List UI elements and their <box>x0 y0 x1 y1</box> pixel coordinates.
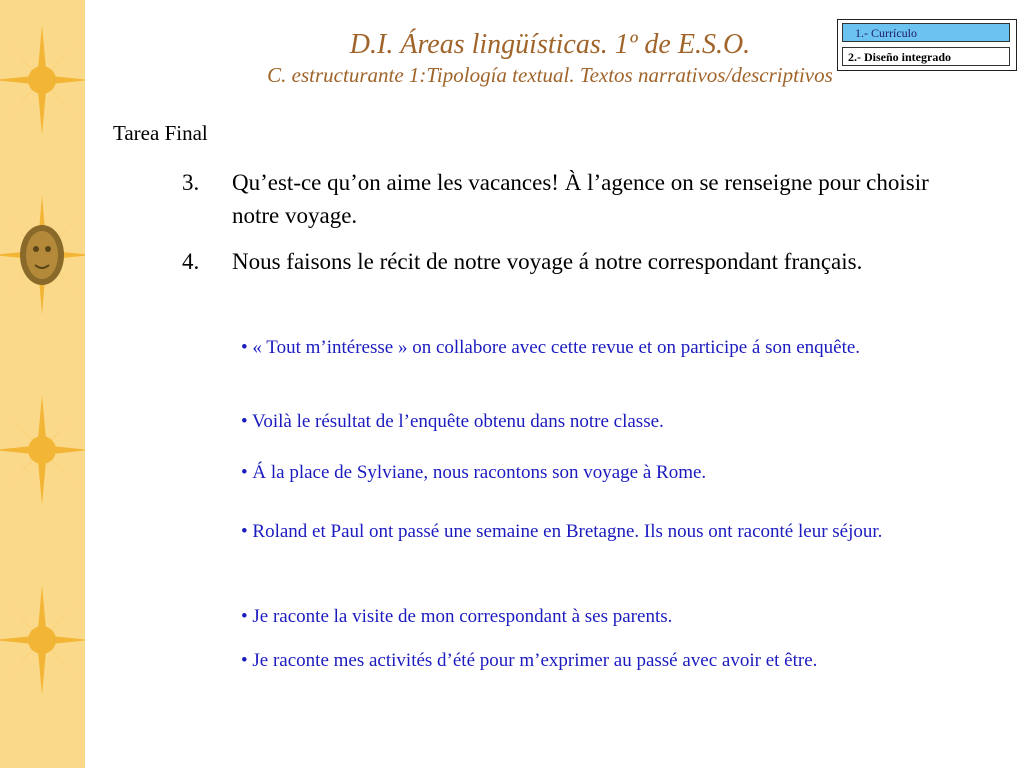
activity-item: • Je raconte mes activités d’été pour m’exprimer au passé avec avoir et être. <box>241 650 818 671</box>
sun-icon <box>0 25 85 135</box>
sun-pattern <box>0 0 85 768</box>
nav-link-curriculo[interactable]: 1.- Currículo <box>842 23 1010 42</box>
task-item <box>182 245 962 315</box>
page-title: D.I. Áreas lingüísticas. 1º de E.S.O. <box>349 29 751 60</box>
activity-item: • Á la place de Sylviane, nous racontons son voyage à Rome. <box>241 462 707 483</box>
page-subtitle: C. estructurante 1:Tipología textual. Textos narrativos/descriptivos <box>267 63 833 87</box>
task-number: 3. <box>182 170 200 195</box>
activity-item: • Voilà le résultat de l’enquête obtenu dans notre classe. <box>241 411 664 432</box>
sun-icon <box>0 585 85 695</box>
navigation-box <box>837 19 1017 71</box>
task-text: Nous faisons le récit de notre voyage á notre correspondant français. <box>232 249 863 274</box>
activity-item: • Roland et Paul ont passé une semaine en Bretagne. Ils nous ont raconté leur séjour. <box>241 521 883 542</box>
task-text: Qu’est-ce qu’on aime les vacances! À l’agence on se renseigne pour choisir notre voyage. <box>232 170 929 228</box>
sun-medallion-icon <box>0 195 85 315</box>
section-title: Tarea Final <box>113 121 208 145</box>
activity-item: • « Tout m’intéresse » on collabore avec cette revue et on participe á son enquête. <box>241 337 861 358</box>
activity-item: • Je raconte la visite de mon correspondant à ses parents. <box>241 606 673 627</box>
task-number: 4. <box>182 249 200 274</box>
task-item <box>182 166 962 236</box>
header <box>160 28 940 88</box>
sun-icon <box>0 395 85 505</box>
decorative-sidebar <box>0 0 85 768</box>
nav-link-diseno-integrado[interactable]: 2.- Diseño integrado <box>842 47 1010 66</box>
